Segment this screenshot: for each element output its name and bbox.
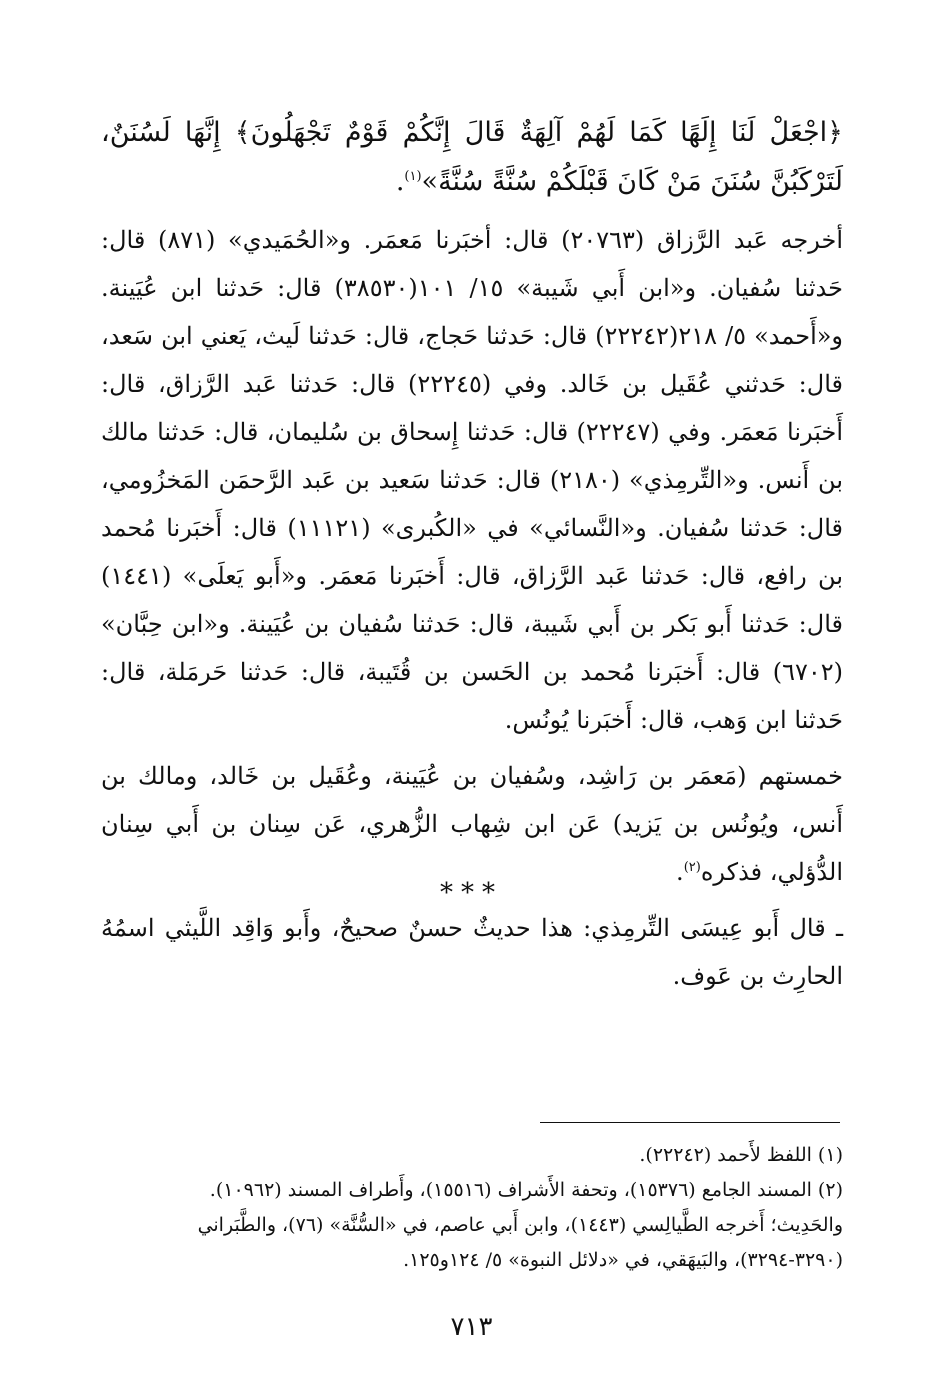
footnote-2: (٢) المسند الجامع (١٥٣٧٦)، وتحفة الأَشراف (١٥٥١٦)، وأَطراف المسند (١٠٩٦٢). (209, 1179, 843, 1201)
section-separator-stars: *** (440, 878, 503, 908)
footnotes-block (101, 1138, 843, 1278)
narrators-text: خمستهم (مَعمَر بن رَاشِد، وسُفيان بن عُيَينة، وعُقَيل بن خَالد، ومالك بن أَنس، ويُونُس بن يَزيد) عَن ابن شِهاب الزُّهري، عَن سِنان بن أَبي سِنان الدُّؤلي، فذكره (101, 762, 843, 886)
narrators-paragraph (101, 752, 843, 896)
takhrij-paragraph: أخرجه عَبد الرَّزاق (٢٠٧٦٣) قال: أخبَرنا مَعمَر. و«الحُمَيدي» (٨٧١) قال: حَدثنا سُفيان. و«ابن أَبي شَيبة» ١٥/ ١٠١(٣٨٥٣٠) قال: حَدثنا ابن عُيَينة. و«أَحمد» ٥/ ٢١٨(٢٢٢٤٢) قال: حَدثنا حَجاج، قال: حَدثنا لَيث، يَعني ابن سَعد، قال: حَدثني عُقَيل بن خَالد. وفي (٢٢٢٤٥) قال: حَدثنا عَبد الرَّزاق، قال: أَخبَرنا مَعمَر. وفي (٢٢٢٤٧) قال: حَدثنا إِسحاق بن سُليمان، قال: حَدثنا مالك بن أَنس. و«التِّرمِذي» (٢١٨٠) قال: حَدثنا سَعيد بن عَبد الرَّحمَن المَخزُومي، قال: حَدثنا سُفيان. و«النَّسائي» في «الكُبرى» (١١١٢١) قال: أَخبَرنا مُحمد بن رافع، قال: حَدثنا عَبد الرَّزاق، قال: أَخبَرنا مَعمَر. و«أَبو يَعلَى» (١٤٤١) قال: حَدثنا أَبو بَكر بن أَبي شَيبة، قال: حَدثنا سُفيان بن عُيَينة. و«ابن حِبَّان» (٦٧٠٢) قال: أَخبَرنا مُحمد بن الحَسن بن قُتَيبة، قال: حَدثنا حَرمَلة، قال: حَدثنا ابن وَهب، قال: أَخبَرنا يُونُس. (101, 226, 844, 734)
footnote-divider (540, 1122, 840, 1123)
footnote-2-continuation: والحَدِيث؛ أَخرجه الطَّيالِسي (١٤٤٣)، وابن أَبي عاصم، في «السُّنَّة» (٧٦)، والطَّبَراني (٣٢٩٠-٣٢٩٤)، والبَيهَقي، في «دلائل النبوة» ٥/ ١٢٤و١٢٥. (197, 1214, 843, 1271)
quran-quote-paragraph (101, 108, 843, 206)
footnote-marker-2: (٢) (683, 860, 701, 875)
quran-quote-text: ﴿اجْعَلْ لَنَا إِلَهًا كَمَا لَهُمْ آلِهَةٌ قَالَ إِنَّكُمْ قَوْمٌ تَجْهَلُونَ﴾ إِنَّهَا لَسُنَنٌ، لَتَرْكَبُنَّ سُنَنَ مَنْ كَانَ قَبْلَكُمْ سُنَّةً سُنَّةً» (101, 117, 843, 197)
quran-quote-end: . (395, 166, 405, 197)
main-text (101, 108, 843, 1008)
footnote-1: (١) اللفظ لأَحمد (٢٢٢٤٢). (639, 1144, 843, 1166)
tirmidhi-comment-paragraph: ـ قال أَبو عِيسَى التِّرمِذي: هذا حديثٌ حسنٌ صحيحٌ، وأَبو وَاقِد اللَّيثي اسمُهُ الحارِث بن عَوف. (101, 914, 843, 990)
page-number: ٧١٣ (450, 1312, 493, 1342)
narrators-end: . (676, 858, 684, 886)
footnote-marker-1: (١) (404, 169, 422, 184)
